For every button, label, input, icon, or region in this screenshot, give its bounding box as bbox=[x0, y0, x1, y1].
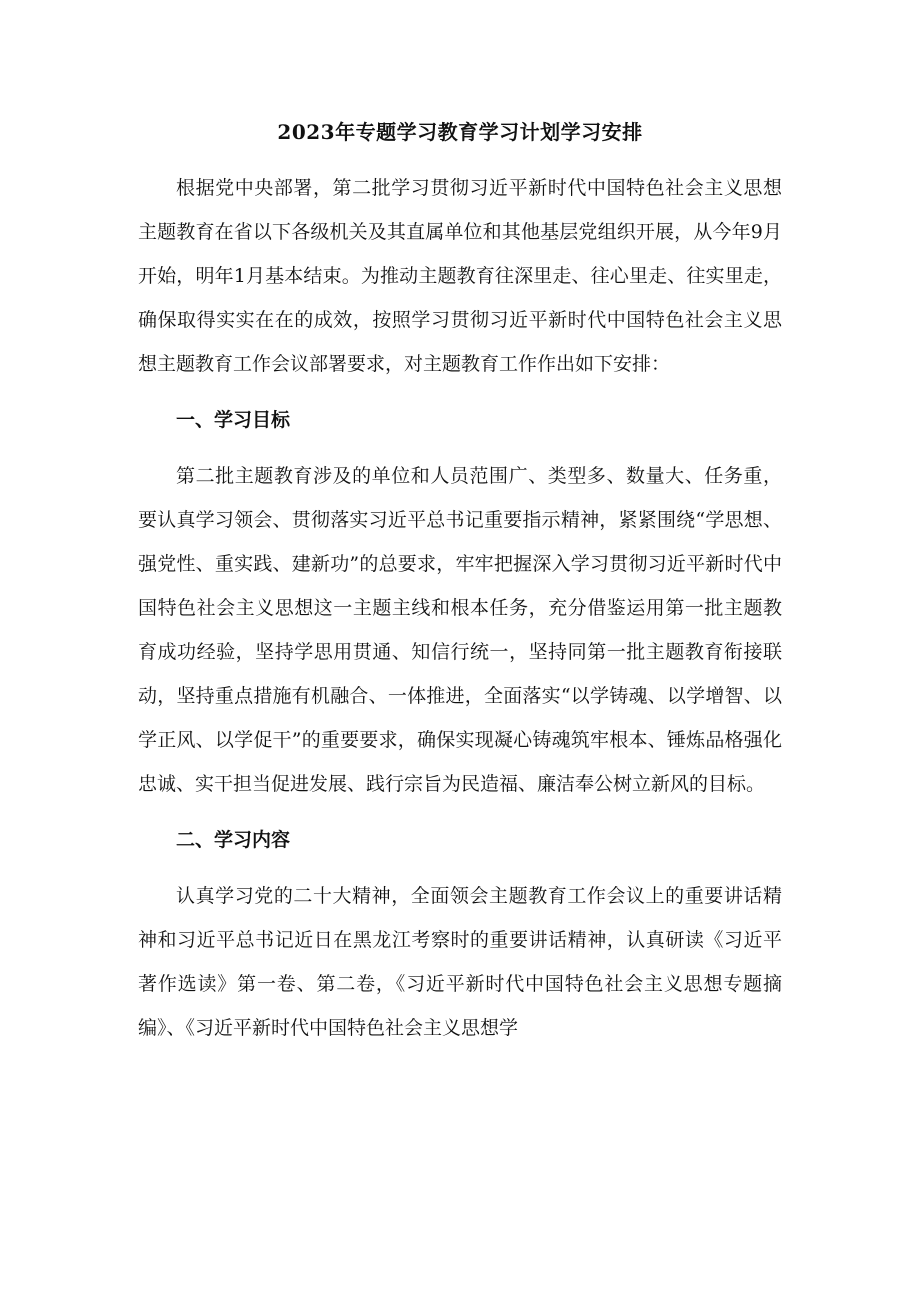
section-heading-goals: 一、学习目标 bbox=[176, 409, 291, 431]
section-body-goals: 第二批主题教育涉及的单位和人员范围广、类型多、数量大、任务重，要认真学习领会、贯彻落实习近平总书记重要指示精神，紧紧围绕“学思想、强党性、重实践、建新功”的总要求，牢牢把握深入学习贯彻习近平新时代中国特色社会主义思想这一主题主线和根本任务，充分借鉴运用第一批主题教育成功经验，坚持学思用贯通、知信行统一，坚持同第一批主题教育衔接联动，坚持重点措施有机融合、一体推进，全面落实“以学铸魂、以学增智、以学正风、以学促干”的重要要求，确保实现凝心铸魂筑牢根本、锤炼品格强化忠诚、实干担当促进发展、践行宗旨为民造福、廉洁奉公树立新风的目标。 bbox=[138, 465, 782, 795]
intro-paragraph: 根据党中央部署，第二批学习贯彻习近平新时代中国特色社会主义思想主题教育在省以下各级机关及其直属单位和其他基层党组织开展，从今年9月开始，明年1月基本结束。为推动主题教育往深里走、往心里走、往实里走，确保取得实实在在的成效，按照学习贯彻习近平新时代中国特色社会主义思想主题教育工作会议部署要求，对主题教育工作作出如下安排： bbox=[138, 177, 782, 375]
section-body-content: 认真学习党的二十大精神，全面领会主题教育工作会议上的重要讲话精神和习近平总书记近日在黑龙江考察时的重要讲话精神，认真研读《习近平著作选读》第一卷、第二卷，《习近平新时代中国特色社会主义思想专题摘编》、《习近平新时代中国特色社会主义思想学 bbox=[138, 885, 782, 1039]
document-title: 2023年专题学习教育学习计划学习安排 bbox=[277, 120, 643, 144]
section-heading-content: 二、学习内容 bbox=[176, 829, 291, 851]
